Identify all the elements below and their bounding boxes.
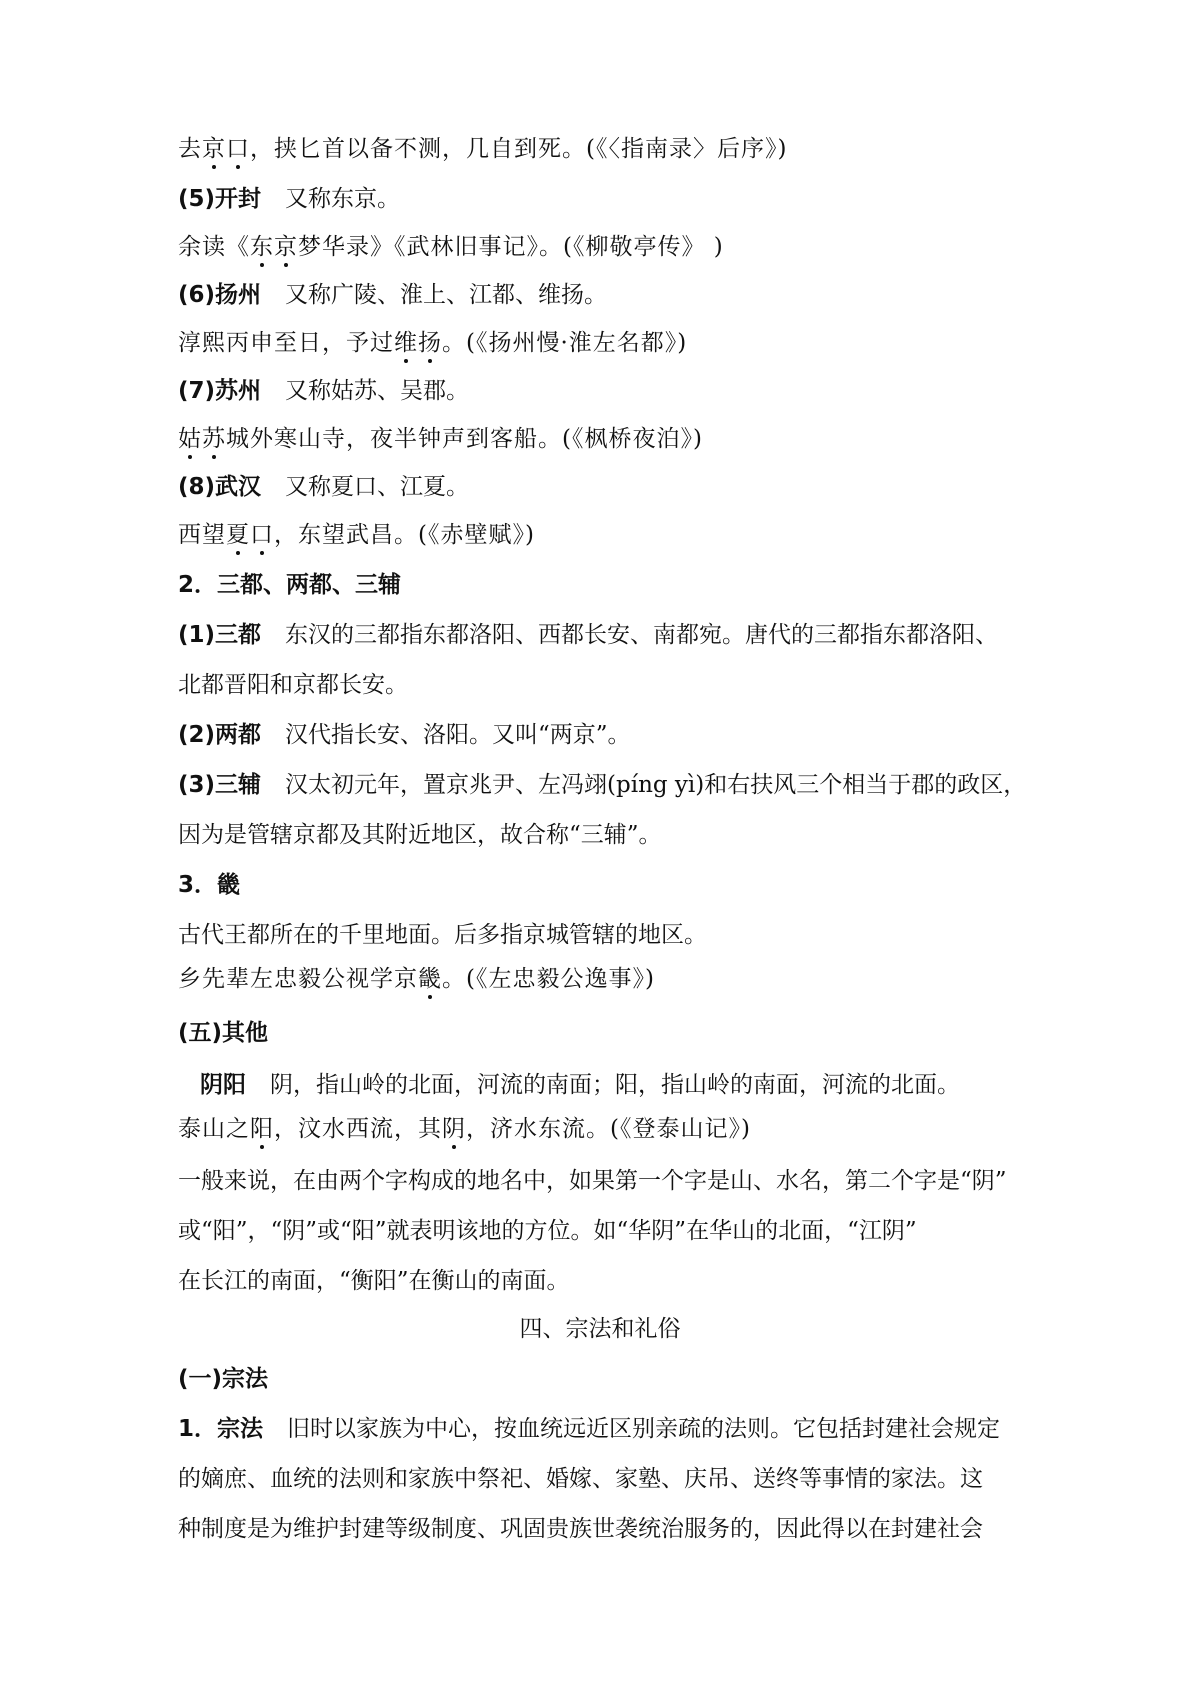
example-line: 泰山之阳，汶水西流，其阴，济水东流。(《登泰山记》) xyxy=(178,1116,751,1142)
text-line: 因为是管辖京都及其附近地区，故合称“三辅”。 xyxy=(178,822,662,848)
heading-ji: 3．畿 xyxy=(178,872,241,898)
example-line: 淳熙丙申至日，予过维扬。(《扬州慢·淮左名都》) xyxy=(178,330,688,356)
text-line: 或“阳”，“阴”或“阳”就表明该地的方位。如“华阴”在华山的北面，“江阴” xyxy=(178,1218,917,1244)
subitem-yinyang: 阴阳 阴，指山岭的北面，河流的南面；阳，指山岭的南面，河流的北面。 xyxy=(200,1072,960,1098)
subitem-kaifeng: (5)开封 又称东京。 xyxy=(178,186,401,212)
emphasis-char: 口 xyxy=(250,522,274,548)
text-line: 古代王都所在的千里地面。后多指京城管辖的地区。 xyxy=(178,922,707,948)
text-line: 北都晋阳和京都长安。 xyxy=(178,672,408,698)
heading-other: (五)其他 xyxy=(178,1020,269,1046)
example-line: 西望夏口，东望武昌。(《赤壁赋》) xyxy=(178,522,535,548)
subitem-sanfu: (3)三辅 汉太初元年，置京兆尹、左冯翊(píng yì)和右扶风三个相当于郡的政区， xyxy=(178,772,1027,798)
example-line: 余读《东京梦华录》《武林旧事记》。(《柳敬亭传》 ) xyxy=(178,234,724,260)
subitem-wuhan: (8)武汉 又称夏口、江夏。 xyxy=(178,474,470,500)
emphasis-char: 京 xyxy=(202,136,226,162)
section-title: 四、宗法和礼俗 xyxy=(519,1316,681,1342)
emphasis-char: 口 xyxy=(226,136,250,162)
subitem-suzhou: (7)苏州 又称姑苏、吴郡。 xyxy=(178,378,470,404)
example-line: 去京口，挟匕首以备不测，几自到死。(《〈指南录〉后序》) xyxy=(178,136,788,162)
heading-zongfa: (一)宗法 xyxy=(178,1366,269,1392)
example-line: 姑苏城外寒山寺，夜半钟声到客船。(《枫桥夜泊》) xyxy=(178,426,703,452)
heading-sandu-liangdu-sanfu: 2．三都、两都、三辅 xyxy=(178,572,402,598)
emphasis-char: 姑 xyxy=(178,426,202,452)
emphasis-char: 维 xyxy=(394,330,418,356)
text-line: 的嫡庶、血统的法则和家族中祭祀、婚嫁、家塾、庆吊、送终等事情的家法。这 xyxy=(178,1466,983,1492)
subitem-liangdu: (2)两都 汉代指长安、洛阳。又叫“两京”。 xyxy=(178,722,631,748)
text-line: 在长江的南面，“衡阳”在衡山的南面。 xyxy=(178,1268,570,1294)
emphasis-char: 夏 xyxy=(226,522,250,548)
emphasis-char: 阴 xyxy=(442,1116,466,1142)
subitem-yangzhou: (6)扬州 又称广陵、淮上、江都、维扬。 xyxy=(178,282,608,308)
example-line: 乡先辈左忠毅公视学京畿。(《左忠毅公逸事》) xyxy=(178,966,655,992)
subitem-sandu: (1)三都 东汉的三都指东都洛阳、西都长安、南都宛。唐代的三都指东都洛阳、 xyxy=(178,622,999,648)
emphasis-char: 阳 xyxy=(250,1116,274,1142)
text-line: 种制度是为维护封建等级制度、巩固贵族世袭统治服务的，因此得以在封建社会 xyxy=(178,1516,983,1542)
emphasis-char: 京 xyxy=(274,234,298,260)
emphasis-char: 畿 xyxy=(418,966,442,992)
text-line: 一般来说，在由两个字构成的地名中，如果第一个字是山、水名，第二个字是“阴” xyxy=(178,1168,1007,1194)
emphasis-char: 苏 xyxy=(202,426,226,452)
subitem-zongfa: 1．宗法 旧时以家族为中心，按血统远近区别亲疏的法则。它包括封建社会规定 xyxy=(178,1416,1001,1442)
emphasis-char: 东 xyxy=(250,234,274,260)
emphasis-char: 扬 xyxy=(418,330,442,356)
